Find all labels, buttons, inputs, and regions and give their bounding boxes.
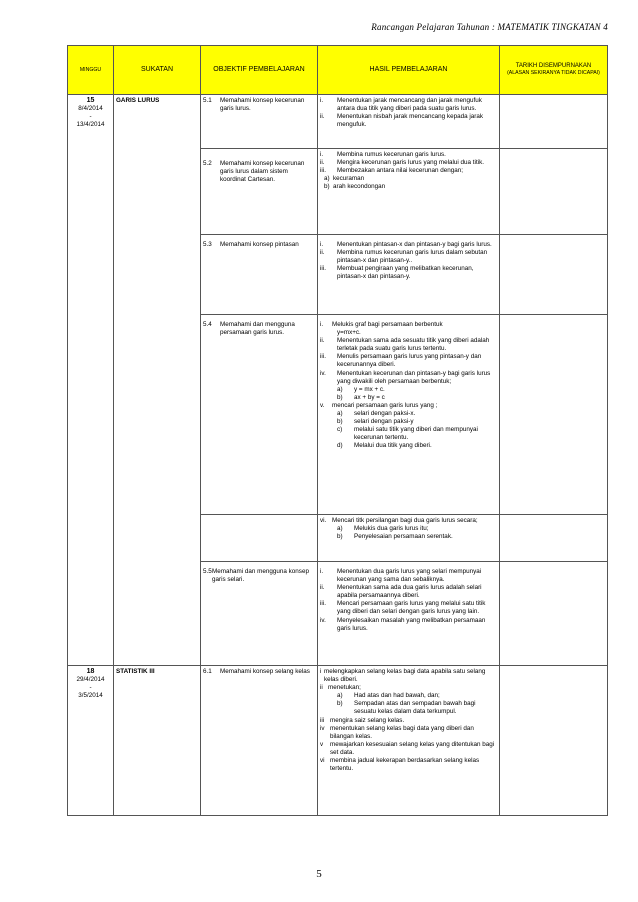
week-cell xyxy=(68,95,114,666)
outcome-text: Membina rumus kecerunan garis lurus. xyxy=(337,151,446,158)
outcome-sub-text: ax + by = c xyxy=(354,393,385,401)
week-number: 15 xyxy=(86,97,95,104)
outcome-cell xyxy=(318,666,500,816)
topic-cell xyxy=(114,95,201,666)
completion-cell xyxy=(500,666,608,816)
outcome-sub-marker: a) xyxy=(324,175,330,183)
objective-text: Memahami dan mengguna konsep garis selari. xyxy=(212,568,309,584)
outcome-sub-text: Melukis dua garis lurus itu; xyxy=(354,525,429,533)
outcome-text: melengkapkan selang kelas bagi data apabila satu selang kelas diberi. xyxy=(324,668,486,684)
objective-cell xyxy=(201,666,318,816)
objective-cell xyxy=(201,515,318,562)
outcome-marker: i. xyxy=(320,321,324,328)
table-row xyxy=(68,95,608,149)
outcome-marker: i. xyxy=(320,568,324,575)
completion-cell xyxy=(500,149,608,235)
outcome-text: Menentukan dua garis lurus yang selari mempunyai kecerunan yang sama dan sebaliknya. xyxy=(337,568,482,584)
outcome-sub-text: kecuraman xyxy=(333,175,365,183)
outcome-text: membina jadual kekerapan berdasarkan selang kelas tertentu. xyxy=(330,757,480,773)
header-sukatan: SUKATAN xyxy=(114,46,201,95)
topic-title: STATISTIK III xyxy=(116,668,155,675)
outcome-marker: v. xyxy=(320,401,325,409)
outcome-sub-text: Melalui dua titik yang diberi. xyxy=(354,442,432,450)
objective-number: 6.1 xyxy=(203,668,212,675)
week-date-end: 3/5/2014 xyxy=(78,692,103,700)
outcome-cell xyxy=(318,149,500,235)
outcome-sub-text: Penyelesaian persamaan serentak. xyxy=(354,533,453,541)
outcome-sub-text: melalui satu titik yang diberi dan mempunyai kecerunan tertentu. xyxy=(354,426,478,442)
objective-text: Memahami konsep selang kelas xyxy=(220,668,310,675)
outcome-sub-marker: b) xyxy=(337,533,343,541)
outcome-sub-marker: d) xyxy=(337,442,343,450)
outcome-marker: iv xyxy=(320,724,325,732)
outcome-sub-marker: b) xyxy=(337,418,343,426)
completion-cell xyxy=(500,235,608,315)
outcome-marker: i. xyxy=(320,151,324,158)
completion-cell xyxy=(500,562,608,666)
header-tarikh-label: TARIKH DISEMPURNAKAN xyxy=(515,63,592,70)
outcome-text: menentukan selang kelas bagi data yang diberi dan bilangan kelas. xyxy=(330,724,474,740)
outcome-marker: i. xyxy=(320,241,324,248)
outcome-marker: vi. xyxy=(320,517,327,524)
objective-number: 5.4 xyxy=(203,321,212,328)
header-row xyxy=(68,46,608,95)
topic-cell xyxy=(114,666,201,816)
objective-number: 5.1 xyxy=(203,97,212,104)
outcome-marker: i. xyxy=(320,97,324,104)
outcome-cell xyxy=(318,95,500,149)
outcome-text: Mengira kecerunan garis lurus yang melalui dua titik. xyxy=(337,159,485,167)
objective-text: Memahami dan mengguna persamaan garis lurus. xyxy=(220,321,295,337)
outcome-cell xyxy=(318,515,500,562)
outcome-cell xyxy=(318,315,500,515)
objective-number: 5.5 xyxy=(203,568,212,575)
outcome-text: Menentukan sama ada sesuatu titik yang diberi adalah terletak pada suatu garis lurus tertentu. xyxy=(337,337,490,353)
objective-cell xyxy=(201,562,318,666)
week-date-dash: - xyxy=(89,113,92,121)
topic-title: GARIS LURUS xyxy=(116,97,160,104)
objective-cell xyxy=(201,235,318,315)
outcome-marker: iii xyxy=(320,716,325,724)
outcome-sub-text: Had atas dan had bawah, dan; xyxy=(354,692,440,700)
outcome-text: Mencari persamaan garis lurus yang melalui satu titik yang diberi dan selari dengan garis lurus yang lain. xyxy=(337,600,486,616)
objective-text: Memahami konsep kecerunan garis lurus. xyxy=(220,97,305,113)
outcome-marker: iv. xyxy=(320,369,326,377)
outcome-sub-marker: a) xyxy=(337,525,343,533)
outcome-marker: iii. xyxy=(320,265,326,273)
outcome-text: Menentukan pintasan-x dan pintasan-y bagi garis lurus. xyxy=(337,241,492,248)
outcome-text: mencari persamaan garis lurus yang ; xyxy=(332,401,438,409)
completion-cell xyxy=(500,315,608,515)
objective-text: Memahami konsep pintasan xyxy=(220,241,299,248)
outcome-marker: ii. xyxy=(320,337,325,345)
outcome-cell xyxy=(318,235,500,315)
outcome-sub-marker: b) xyxy=(337,700,343,708)
completion-cell xyxy=(500,95,608,149)
objective-cell xyxy=(201,315,318,515)
running-head: Rancangan Pelajaran Tahunan : MATEMATIK TINGKATAN 4 xyxy=(371,22,608,32)
outcome-text: Mencari titk persilangan bagi dua garis lurus secara; xyxy=(332,517,478,524)
outcome-text: Membina rumus kecerunan garis lurus dalam sebutan pintasan-x dan pintasan-y.. xyxy=(337,249,488,265)
outcome-cell xyxy=(318,562,500,666)
outcome-sub-text: y = mx + c. xyxy=(354,385,385,393)
outcome-marker: iii. xyxy=(320,353,326,361)
outcome-marker: ii. xyxy=(320,113,325,121)
objective-number: 5.2 xyxy=(203,160,212,167)
week-date-dash: - xyxy=(89,684,92,692)
outcome-marker: vi xyxy=(320,757,325,765)
week-date-start: 8/4/2014 xyxy=(78,105,103,113)
outcome-sub-marker: a) xyxy=(337,692,343,700)
outcome-marker: iv. xyxy=(320,616,326,624)
header-hasil: HASIL PEMBELAJARAN xyxy=(318,46,500,95)
outcome-text: Menyelesaikan masalah yang melibatkan persamaan garis lurus. xyxy=(337,616,486,632)
objective-cell xyxy=(201,149,318,235)
outcome-sub-text: selari dengan paksi-x. xyxy=(354,410,416,418)
outcome-text: Membuat pengiraan yang melibatkan kecerunan, pintasan-x dan pintasan-y. xyxy=(337,265,474,281)
outcome-marker: iii. xyxy=(320,167,326,175)
outcome-text: Menulis persamaan garis lurus yang pintasan-y dan kecerunannya diberi. xyxy=(337,353,482,369)
outcome-marker: v xyxy=(320,740,324,748)
outcome-marker: i xyxy=(320,668,322,675)
outcome-sub-marker: c) xyxy=(337,426,343,434)
lesson-plan-table xyxy=(67,45,608,816)
week-date-end: 13/4/2014 xyxy=(76,121,105,129)
outcome-sub-marker: b) xyxy=(324,183,330,191)
outcome-text: Menentukan nisbah jarak mencancang kepada jarak mengufuk. xyxy=(337,113,483,129)
week-date-start: 29/4/2014 xyxy=(76,676,105,684)
header-tarikh-note: (ALASAN SEKIRANYA TIDAK DICAPAI) xyxy=(507,70,600,77)
completion-cell xyxy=(500,515,608,562)
outcome-sub-text: Sempadan atas dan sempadan bawah bagi sesuatu kelas dalam data terkumpul. xyxy=(354,700,476,716)
outcome-equation: y=mx+c. xyxy=(337,329,361,337)
outcome-sub-marker: a) xyxy=(337,410,343,418)
page-number: 5 xyxy=(316,868,322,880)
header-tarikh xyxy=(500,46,608,95)
outcome-text: menetukan; xyxy=(328,684,361,692)
outcome-sub-text: arah kecondongan xyxy=(333,183,386,191)
objective-text: Memahami konsep kecerunan garis lurus dalam sistem koordinat Cartesan. xyxy=(220,160,305,184)
outcome-sub-marker: a) xyxy=(337,385,343,393)
objective-number: 5.3 xyxy=(203,241,212,248)
outcome-marker: iii. xyxy=(320,600,326,608)
outcome-sub-text: selari dengan paksi-y xyxy=(354,418,414,426)
outcome-text: Melukis graf bagi persamaan berbentuk xyxy=(332,321,443,328)
outcome-marker: ii. xyxy=(320,249,325,257)
outcome-marker: ii. xyxy=(320,584,325,592)
header-objektif: OBJEKTIF PEMBELAJARAN xyxy=(201,46,318,95)
table-row xyxy=(68,666,608,816)
week-number: 18 xyxy=(86,668,95,675)
objective-cell xyxy=(201,95,318,149)
outcome-text: Membezakan antara nilai kecerunan dengan; xyxy=(337,167,464,175)
outcome-marker: ii. xyxy=(320,159,325,167)
outcome-marker: ii xyxy=(320,684,323,692)
outcome-sub-marker: b) xyxy=(337,393,343,401)
outcome-text: Menentukan jarak mencancang dan jarak mengufuk antara dua titik yang diberi pada suatu garis lurus. xyxy=(337,97,482,113)
week-cell xyxy=(68,666,114,816)
outcome-text: Menentukan kecerunan dan pintasan-y bagi garis lurus yang diwakili oleh persamaan berbentuk; xyxy=(337,369,491,385)
outcome-text: mengira saiz selang kelas. xyxy=(330,716,405,724)
outcome-text: mewajarkan kesesuaian selang kelas yang ditentukan bagi set data. xyxy=(330,740,495,756)
outcome-text: Menentukan sama ada dua garis lurus adalah selari apabila persamaannya diberi. xyxy=(337,584,482,600)
header-minggu: MINGGU xyxy=(68,46,114,95)
